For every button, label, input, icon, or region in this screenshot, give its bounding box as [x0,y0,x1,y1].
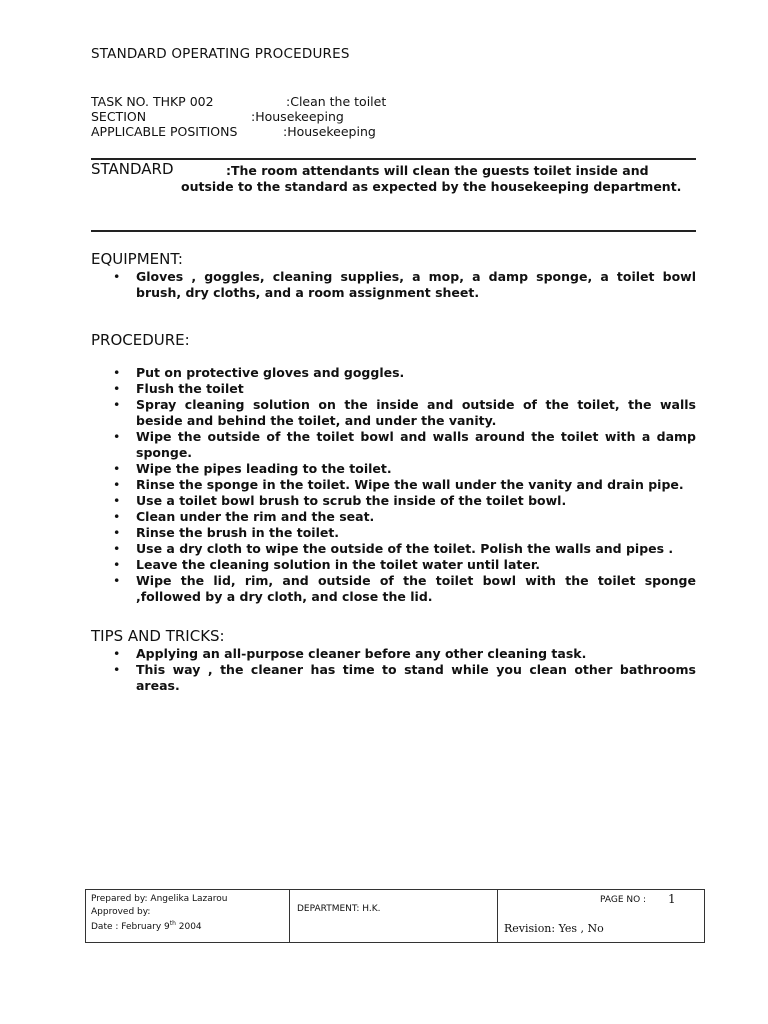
bullet-icon: • [113,397,121,412]
bullet-icon: • [113,573,121,588]
standard-label: STANDARD [91,160,174,178]
bullet-icon: • [113,541,121,556]
top-divider [91,158,696,160]
bullet-icon: • [113,646,121,661]
list-item: • Spray cleaning solution on the inside and outside of the toilet, the walls beside and behind the toilet, and under the vanity. [113,397,696,428]
bullet-icon: • [113,557,121,572]
list-item: • Wipe the pipes leading to the toilet. [113,461,392,476]
procedure-list [91,365,696,605]
list-item: • Use a dry cloth to wipe the outside of the toilet. Polish the walls and pipes . [113,541,674,556]
list-item: • Wipe the lid, rim, and outside of the toilet bowl with the toilet sponge ,followed by a dry cloth, and close the lid. [113,573,696,604]
bullet-icon: • [113,429,121,444]
document-title: STANDARD OPERATING PROCEDURES [91,46,350,62]
procedure-heading: PROCEDURE: [91,331,190,349]
bullet-icon: • [113,461,121,476]
tips-heading: TIPS AND TRICKS: [91,627,225,645]
list-item: • Leave the cleaning solution in the toilet water until later. [113,557,540,572]
bullet-icon: • [113,269,121,284]
bottom-divider [91,230,696,232]
department: DEPARTMENT: H.K. [297,904,381,914]
footer-page-cell [498,890,704,942]
approved-by: Approved by: [91,906,151,917]
standard-text-line-1: :The room attendants will clean the guests toilet inside and [226,163,649,178]
list-item: • Put on protective gloves and goggles. [113,365,405,380]
list-item: • Clean under the rim and the seat. [113,509,375,524]
list-item: • Wipe the outside of the toilet bowl and walls around the toilet with a damp sponge. [113,429,696,460]
list-item: • Gloves , goggles, cleaning supplies, a mop, a damp sponge, a toilet bowl brush, dry cloths, and a room assignment sheet. [113,269,696,300]
date: Date : February 9th 2004 [91,920,202,932]
bullet-icon: • [113,509,121,524]
bullet-icon: • [113,493,121,508]
bullet-icon: • [113,365,121,380]
list-item: • Flush the toilet [113,381,244,396]
bullet-icon: • [113,381,121,396]
bullet-icon: • [113,477,121,492]
footer-table [85,889,705,943]
page-label: PAGE NO : [600,895,647,905]
bullet-icon: • [113,525,121,540]
prepared-by: Prepared by: Angelika Lazarou [91,894,228,904]
page-number: 1 [668,892,676,906]
task-value: :Clean the toilet [286,94,387,109]
list-item: • Rinse the brush in the toilet. [113,525,340,540]
positions-value: :Housekeeping [283,124,376,139]
list-item: • Use a toilet bowl brush to scrub the inside of the toilet bowl. [113,493,567,508]
bullet-icon: • [113,662,121,677]
list-item: • This way , the cleaner has time to stand while you clean other bathrooms areas. [113,662,696,693]
standard-text-line-2: outside to the standard as expected by the housekeeping department. [181,179,682,194]
revision: Revision: Yes , No [504,922,604,935]
section-label: SECTION [91,109,147,124]
list-item: • Rinse the sponge in the toilet. Wipe the wall under the vanity and drain pipe. [113,477,684,492]
list-item: • Applying an all-purpose cleaner before any other cleaning task. [113,646,587,661]
footer-department-cell [290,890,498,942]
positions-label: APPLICABLE POSITIONS [91,124,238,139]
footer-prepared-cell [86,890,290,942]
tips-list [91,646,696,694]
equipment-heading: EQUIPMENT: [91,250,183,268]
equipment-list [91,269,696,301]
task-label: TASK NO. THKP 002 [91,94,214,109]
section-value: :Housekeeping [251,109,344,124]
